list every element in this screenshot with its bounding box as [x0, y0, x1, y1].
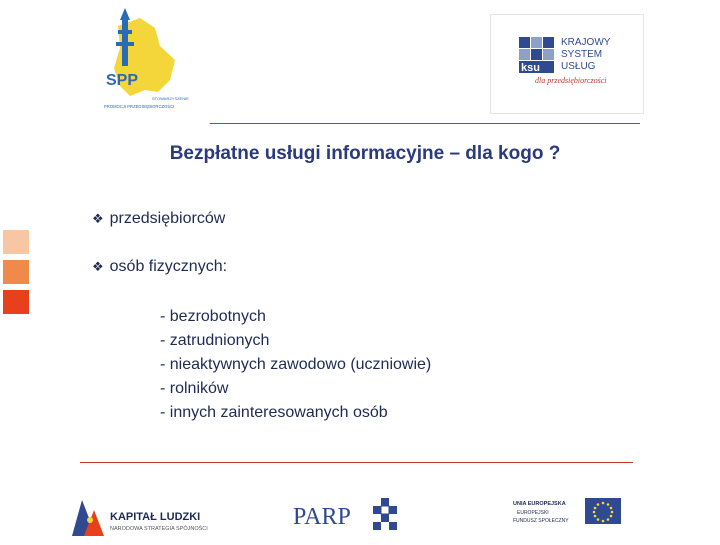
sub-list — [160, 305, 431, 425]
svg-text:NARODOWA STRATEGIA SPÓJNOŚCI: NARODOWA STRATEGIA SPÓJNOŚCI — [110, 526, 208, 532]
eu-fund-logo — [513, 496, 623, 528]
diamond-bullet-icon: ❖ — [92, 259, 104, 274]
svg-text:PARP: PARP — [293, 504, 351, 530]
svg-text:SPP: SPP — [106, 72, 139, 89]
list-item: - bezrobotnych — [160, 308, 266, 325]
page-title: Bezpłatne usługi informacyjne – dla kogo ? — [169, 143, 561, 164]
kapital-ludzki-logo — [70, 496, 220, 540]
spp-logo — [100, 8, 200, 113]
svg-text:EUROPEJSKI: EUROPEJSKI — [517, 510, 549, 516]
svg-text:dla przedsiębiorczości: dla przedsiębiorczości — [535, 76, 607, 85]
diamond-bullet-icon: ❖ — [92, 211, 104, 226]
bottom-divider — [80, 462, 633, 463]
bullet-item: ❖ przedsiębiorców — [92, 210, 226, 227]
svg-text:ksu: ksu — [521, 62, 540, 74]
list-item: - zatrudnionych — [160, 332, 270, 349]
svg-text:KAPITAŁ LUDZKI: KAPITAŁ LUDZKI — [110, 511, 201, 523]
svg-text:SYSTEM: SYSTEM — [561, 49, 603, 60]
svg-text:USŁUG: USŁUG — [561, 61, 596, 72]
list-item: - innych zainteresowanych osób — [160, 404, 388, 421]
top-divider — [210, 123, 640, 124]
svg-text:FUNDUSZ SPOŁECZNY: FUNDUSZ SPOŁECZNY — [513, 518, 569, 524]
ksu-logo — [490, 14, 644, 114]
decor-square-dark — [3, 290, 29, 314]
bullet-item: ❖ osób fizycznych: — [92, 258, 228, 275]
parp-logo — [293, 494, 403, 534]
decor-square-mid — [3, 260, 29, 284]
svg-text:KRAJOWY: KRAJOWY — [561, 37, 611, 48]
list-item: - nieaktywnych zawodowo (uczniowie) — [160, 356, 432, 373]
svg-text:PROMOCJI PRZEDSIĘBIORCZOŚCI: PROMOCJI PRZEDSIĘBIORCZOŚCI — [104, 104, 175, 109]
svg-text:UNIA EUROPEJSKA: UNIA EUROPEJSKA — [513, 501, 566, 507]
decor-square-light — [3, 230, 29, 254]
svg-text:STOWARZYSZENIE: STOWARZYSZENIE — [152, 96, 189, 101]
list-item: - rolników — [160, 380, 229, 397]
